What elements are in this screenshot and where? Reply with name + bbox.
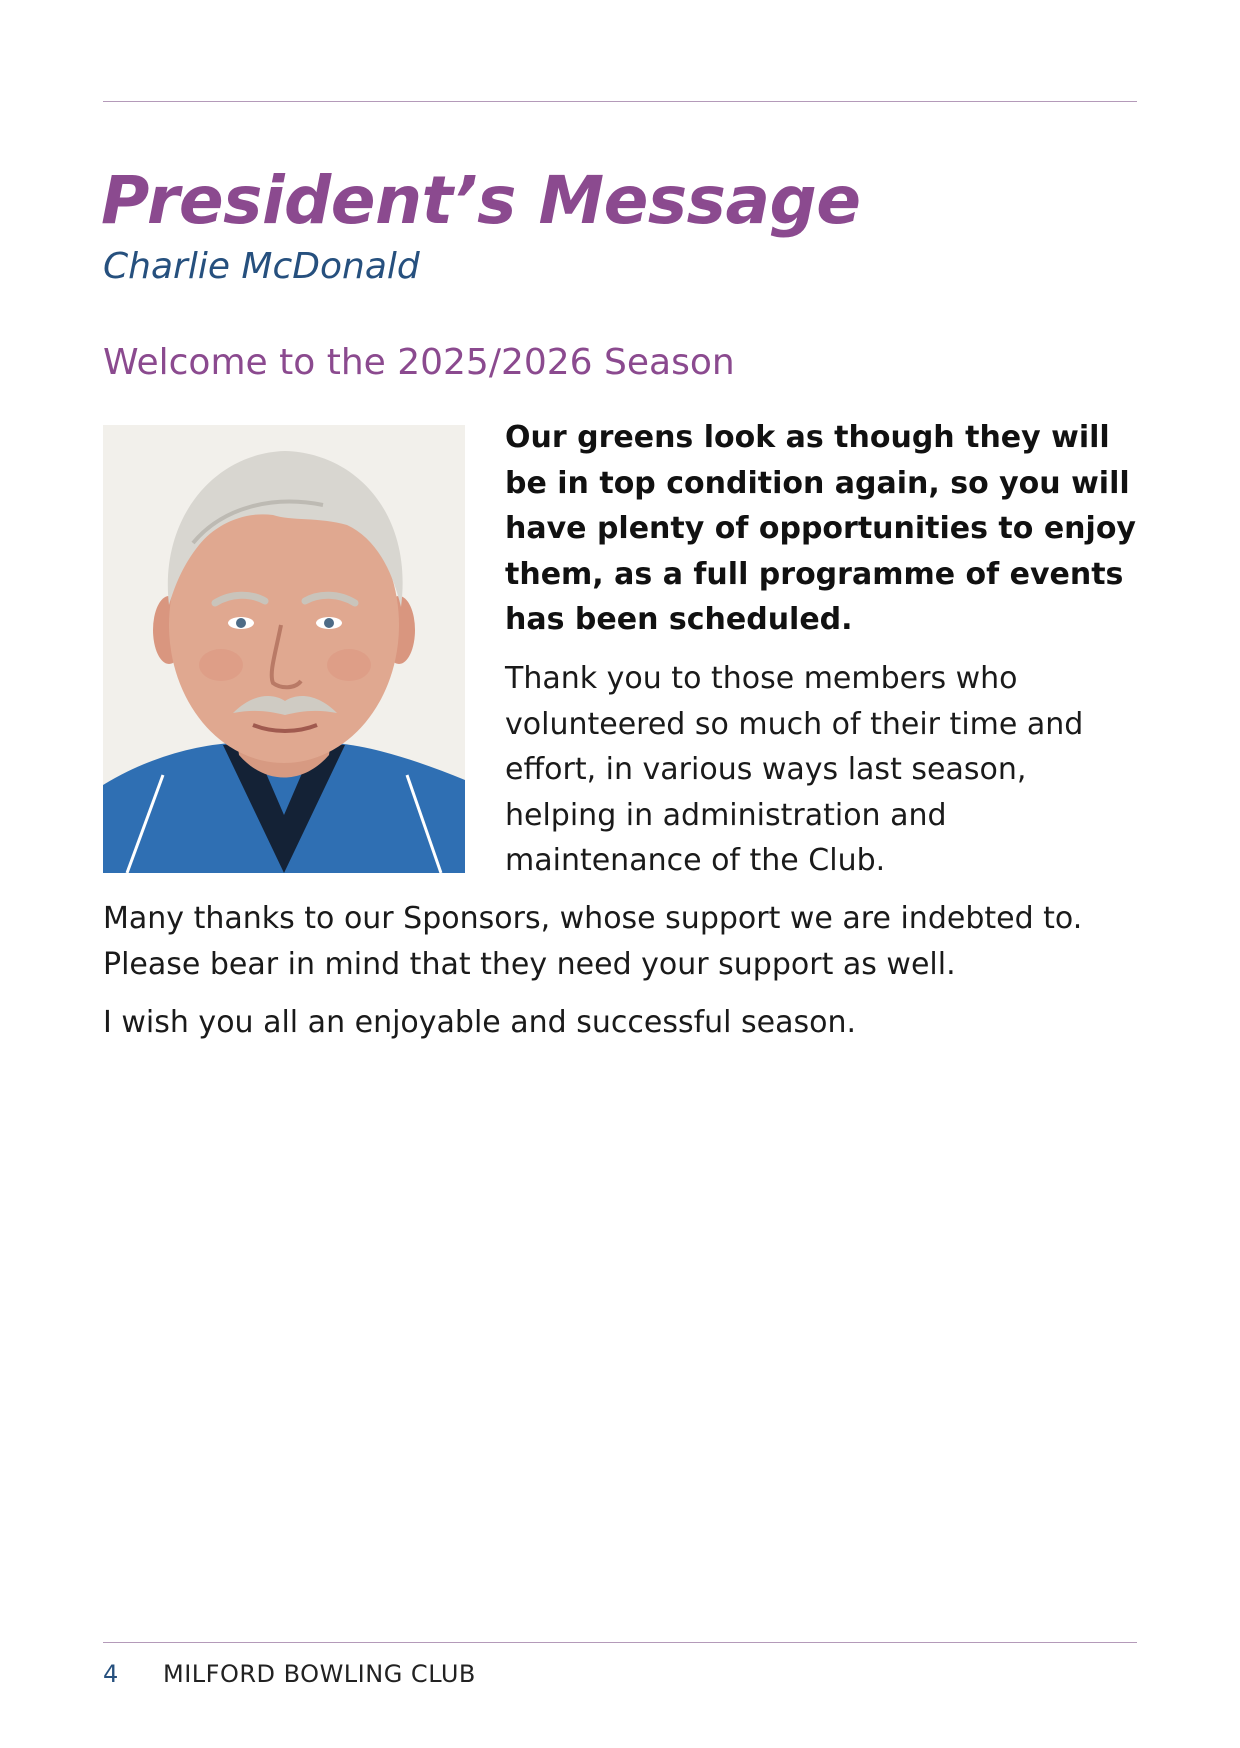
section-subtitle: Welcome to the 2025/2026 Season	[103, 342, 735, 383]
page-footer	[103, 1656, 476, 1692]
page-number: 4	[103, 1660, 119, 1688]
president-photo	[103, 425, 465, 873]
lead-paragraph: Our greens look as though they will be in top condition again, so you will have plenty of opportunities to enjoy them, as a full programme of events has been scheduled.	[505, 420, 1136, 637]
club-name: MILFORD BOWLING CLUB	[163, 1660, 476, 1688]
top-divider	[103, 101, 1137, 102]
bottom-divider	[103, 1642, 1137, 1643]
sponsors-paragraph: Many thanks to our Sponsors, whose support we are indebted to. Please bear in mind that they need your support as well.	[103, 901, 1083, 982]
page-title: President’s Message	[101, 162, 861, 239]
closing-paragraph: I wish you all an enjoyable and successful season.	[103, 1005, 857, 1040]
thanks-paragraph: Thank you to those members who volunteered so much of their time and effort, in various ways last season, helping in administration and maintenance of the Club.	[505, 661, 1084, 878]
author-name: Charlie McDonald	[103, 246, 420, 287]
